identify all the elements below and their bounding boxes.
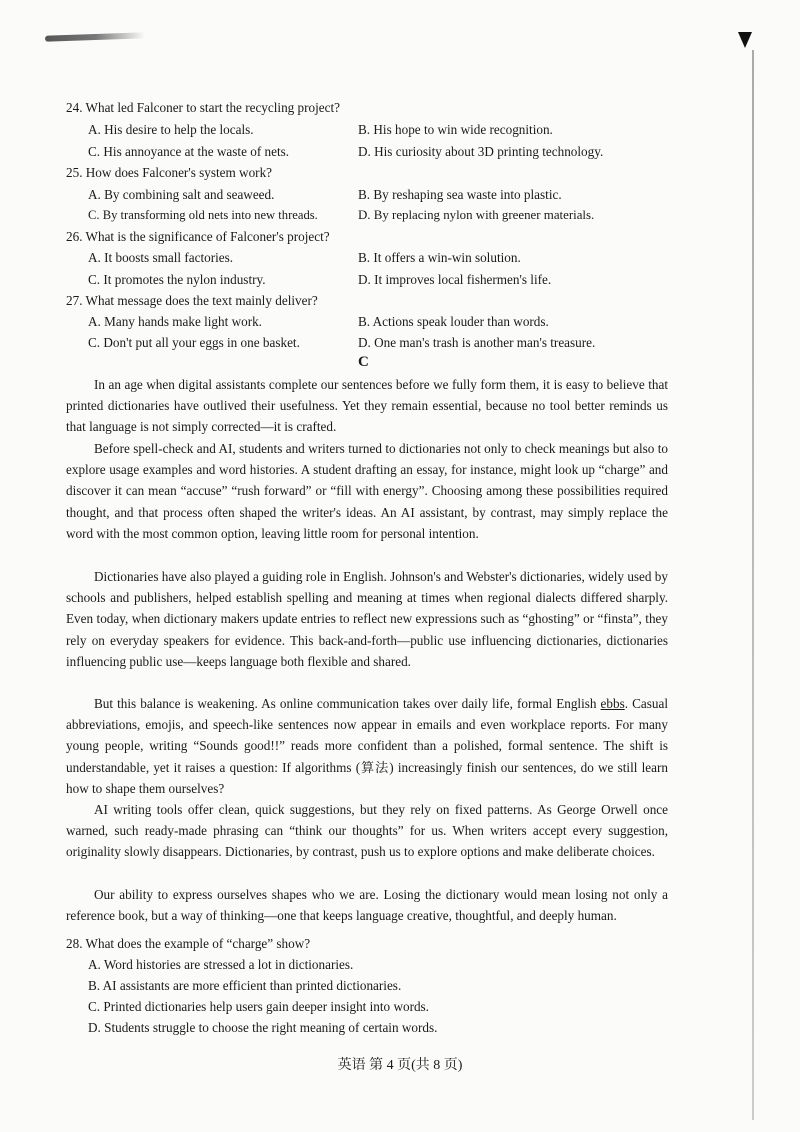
corner-triangle-mark: [738, 32, 752, 48]
question-24-option-a: A. His desire to help the locals.: [88, 122, 254, 137]
question-24-option-b: B. His hope to win wide recognition.: [358, 122, 553, 137]
question-27-option-d: D. One man's trash is another man's treasure.: [358, 335, 596, 350]
passage-paragraph-5: AI writing tools offer clean, quick suggestions, but they rely on fixed patterns. As George Orwell once warned, such ready-made phrasing can “think our thoughts” for us. When writers accept every suggestion, originality slowly disappears. Dictionaries, by contrast, push us to explore options and make deliberate choices.: [66, 802, 668, 860]
passage-paragraph-4: [66, 693, 668, 799]
question-24-stem: 24. What led Falconer to start the recycling project?: [66, 100, 341, 115]
scan-mark: [45, 32, 145, 41]
question-26-option-b: B. It offers a win-win solution.: [358, 250, 521, 265]
paragraph-4-text-end: . Casual abbreviations, emojis, and speech-like sentences now appear in emails and even workplace reports. For many young people, writing “Sounds good!!” reads more confident than a polished, formal sentence. The shift is understandable, yet it raises a question: If algorithms (算法) increasingly finish our sentences, do we still learn how to shape them ourselves?: [66, 696, 668, 796]
scan-edge-line: [752, 50, 754, 1120]
passage-paragraph-3: Dictionaries have also played a guiding role in English. Johnson's and Webster's dictionaries, widely used by schools and publishers, helped establish spelling and meaning at times when regional dialects differed sharply. Even today, when dictionary makers update entries to reflect new expressions such as “ghosting” or “finsta”, they rely on everyday speakers for evidence. This back-and-forth—public use influencing dictionaries, dictionaries influencing public use—keeps language both flexible and shared.: [66, 569, 668, 669]
passage-paragraph-2: Before spell-check and AI, students and writers turned to dictionaries not only to check meanings but also to explore usage examples and word histories. A student drafting an essay, for instance, might look up “charge” and discover it can mean “accuse” “rush forward” or “fill with energy”. Choosing among these possibilities required thought, and that process often shaped the writer's ideas. An AI assistant, by contrast, may simply replace the word with the most common option, leaving little room for personal intention.: [66, 441, 668, 541]
question-24-option-c: C. His annoyance at the waste of nets.: [88, 144, 290, 159]
passage-paragraph-1: In an age when digital assistants complete our sentences before we fully form them, it is easy to believe that printed dictionaries have outlived their usefulness. Yet they remain essential, because no tool better reminds us that language is not simply corrected—it is crafted.: [66, 377, 668, 435]
question-28-option-a: A. Word histories are stressed a lot in dictionaries.: [88, 957, 354, 972]
section-letter: C: [358, 354, 369, 370]
question-28-option-c: C. Printed dictionaries help users gain deeper insight into words.: [88, 999, 429, 1014]
question-26-stem: 26. What is the significance of Falconer's project?: [66, 229, 330, 244]
question-25-stem: 25. How does Falconer's system work?: [66, 165, 273, 180]
question-27-stem: 27. What message does the text mainly deliver?: [66, 293, 318, 308]
question-25-option-a: A. By combining salt and seaweed.: [88, 187, 275, 202]
question-25-option-c: C. By transforming old nets into new threads.: [88, 208, 318, 222]
passage-paragraph-6: Our ability to express ourselves shapes who we are. Losing the dictionary would mean losing not only a reference book, but a way of thinking—one that keeps language creative, thoughtful, and deeply human.: [66, 887, 668, 924]
underlined-word-ebbs: ebbs: [600, 696, 625, 711]
question-26-option-a: A. It boosts small factories.: [88, 250, 234, 265]
question-27-option-a: A. Many hands make light work.: [88, 314, 262, 329]
question-28-option-b: B. AI assistants are more efficient than printed dictionaries.: [88, 978, 402, 993]
question-26-option-d: D. It improves local fishermen's life.: [358, 272, 552, 287]
question-24-option-d: D. His curiosity about 3D printing technology.: [358, 144, 604, 159]
question-28-option-d: D. Students struggle to choose the right meaning of certain words.: [88, 1020, 438, 1035]
question-25-option-b: B. By reshaping sea waste into plastic.: [358, 187, 562, 202]
page-footer: 英语 第 4 页(共 8 页): [337, 1058, 463, 1073]
paragraph-4-text-start: But this balance is weakening. As online communication takes over daily life, formal English: [94, 696, 601, 711]
question-25-option-d: D. By replacing nylon with greener materials.: [358, 208, 595, 222]
question-26-option-c: C. It promotes the nylon industry.: [88, 272, 266, 287]
question-28-stem: 28. What does the example of “charge” show?: [66, 936, 311, 951]
question-27-option-b: B. Actions speak louder than words.: [358, 314, 549, 329]
question-27-option-c: C. Don't put all your eggs in one basket.: [88, 335, 300, 350]
